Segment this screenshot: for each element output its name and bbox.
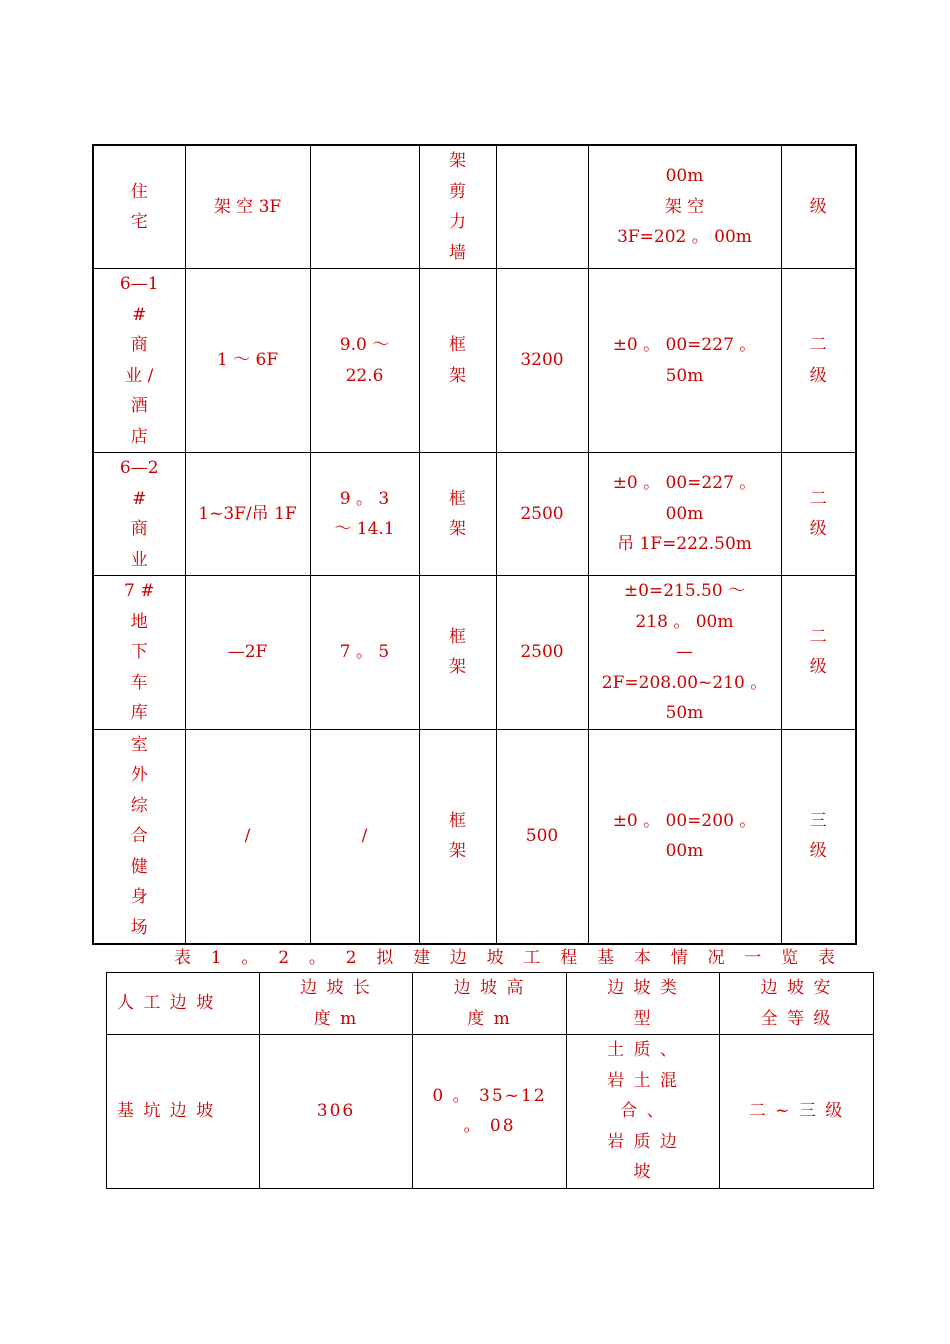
cell-grade: [781, 576, 856, 730]
cell-line: 22.6: [345, 365, 384, 386]
building-table-body: [93, 145, 856, 944]
cell-line: 级: [809, 365, 827, 386]
cell-line: 合: [130, 826, 148, 846]
cell-line: 框: [449, 488, 466, 509]
cell-line: 架: [449, 151, 466, 171]
cell-line: 2500: [520, 642, 564, 662]
cell-name: [93, 453, 185, 576]
cell-line: 00m: [665, 503, 704, 524]
cell-line: 全 等 级: [760, 1008, 833, 1029]
cell-line: 3200: [520, 350, 564, 371]
cell-line: 7 。 5: [339, 642, 390, 662]
cell-line: 酒: [130, 396, 148, 416]
cell-line: 00m: [665, 841, 704, 862]
cell-height: [310, 453, 419, 576]
cell-line: 边 坡 长: [300, 978, 372, 998]
cell-line: 3F=202 。 00m: [617, 227, 752, 248]
cell-line: 7 #: [124, 581, 155, 601]
cell-line: 人 工 边 坡: [117, 993, 216, 1014]
cell-height: [310, 269, 419, 453]
cell-structure: [419, 453, 496, 576]
table-row: [93, 576, 856, 730]
cell-grade: [781, 729, 856, 944]
cell-floors: [185, 729, 310, 944]
cell-name: [93, 729, 185, 944]
cell-line: 场: [130, 917, 148, 938]
cell-line: 型: [633, 1008, 653, 1029]
cell-grade: [781, 269, 856, 453]
cell-line: 地: [130, 611, 148, 632]
table-row: [107, 1035, 874, 1189]
cell-line: 商: [130, 519, 148, 539]
cell-line: 框: [449, 335, 466, 355]
cell-line: 6—2: [119, 458, 159, 478]
cell-line: 二 ~ 三 级: [748, 1101, 845, 1121]
cell-line: ～ 14.1: [334, 519, 395, 539]
cell-line: 级: [809, 657, 827, 678]
cell-line: 合 、: [620, 1101, 666, 1121]
cell-line: 9.0 ～: [339, 335, 390, 355]
cell-structure: [419, 269, 496, 453]
cell-line: 土 质 、: [607, 1040, 679, 1060]
cell-line: 三: [809, 810, 827, 831]
data-cell: [107, 1035, 260, 1189]
cell-line: 50m: [665, 365, 704, 386]
cell-line: 架: [449, 841, 466, 862]
data-cell: [413, 1035, 567, 1189]
cell-height: [310, 576, 419, 730]
cell-area: [496, 576, 588, 730]
header-cell: [567, 973, 720, 1035]
cell-line: ±0 。 00=227 。: [612, 335, 757, 355]
cell-line: 度 m: [467, 1008, 512, 1029]
table-row: [93, 145, 856, 269]
cell-line: 力: [449, 212, 466, 232]
cell-line: 306: [316, 1101, 356, 1121]
cell-line: —: [676, 642, 693, 662]
cell-line: 室: [130, 734, 148, 755]
cell-elevation: [588, 453, 781, 576]
cell-line: 边 坡 高: [453, 978, 526, 998]
cell-line: 剪: [449, 181, 466, 202]
cell-line: 级: [809, 196, 827, 217]
cell-height: [310, 729, 419, 944]
slope-table-body: [107, 973, 874, 1189]
cell-line: 二: [809, 335, 827, 355]
cell-grade: [781, 453, 856, 576]
cell-line: 住: [130, 181, 148, 202]
cell-elevation: [588, 145, 781, 269]
cell-structure: [419, 145, 496, 269]
table-caption: 表 1 。 2 。 2 拟 建 边 坡 工 程 基 本 情 况 一 览 表: [174, 948, 843, 968]
cell-area: [496, 145, 588, 269]
building-table: [92, 144, 857, 945]
cell-line: ±0 。 00=227 。: [612, 473, 757, 494]
cell-elevation: [588, 576, 781, 730]
cell-line: 架: [449, 657, 466, 678]
header-cell: [413, 973, 567, 1035]
cell-line: 00m: [665, 166, 704, 187]
data-cell: [260, 1035, 413, 1189]
cell-line: 500: [525, 826, 559, 846]
data-cell: [567, 1035, 720, 1189]
header-cell: [107, 973, 260, 1035]
cell-line: 9 。 3: [339, 488, 390, 509]
cell-line: 二: [809, 488, 827, 509]
cell-line: 6—1: [119, 274, 159, 294]
cell-line: #: [132, 304, 147, 325]
cell-line: ±0 。 00=200 。: [612, 810, 757, 831]
cell-floors: [185, 145, 310, 269]
cell-name: [93, 269, 185, 453]
cell-line: 外: [130, 765, 148, 785]
slope-table: [106, 972, 874, 1189]
data-cell: [720, 1035, 874, 1189]
cell-floors: [185, 576, 310, 730]
cell-line: 业 /: [125, 365, 154, 386]
cell-line: 岩 土 混: [607, 1070, 679, 1091]
cell-line: 二: [809, 626, 827, 647]
cell-line: 级: [809, 841, 827, 862]
cell-area: [496, 269, 588, 453]
cell-line: 度 m: [313, 1008, 359, 1029]
cell-line: 坡: [633, 1162, 653, 1182]
cell-line: 218 。 00m: [635, 611, 734, 632]
cell-line: 2500: [520, 503, 564, 524]
cell-line: 基 坑 边 坡: [117, 1101, 216, 1121]
cell-line: 边 坡 类: [607, 978, 679, 998]
table-row: [93, 269, 856, 453]
cell-line: 岩 质 边: [607, 1131, 679, 1152]
cell-line: 框: [449, 810, 466, 831]
cell-elevation: [588, 729, 781, 944]
cell-floors: [185, 453, 310, 576]
cell-area: [496, 729, 588, 944]
cell-line: 框: [449, 626, 466, 647]
cell-line: 墙: [449, 242, 466, 263]
cell-line: #: [132, 488, 147, 509]
cell-line: 2F=208.00~210 。: [601, 672, 768, 693]
cell-structure: [419, 576, 496, 730]
cell-line: 吊 1F=222.50m: [617, 534, 752, 555]
cell-elevation: [588, 269, 781, 453]
cell-line: ±0=215.50 ～: [623, 581, 746, 601]
cell-name: [93, 145, 185, 269]
cell-line: 边 坡 安: [760, 978, 833, 998]
cell-line: 业: [130, 549, 148, 570]
cell-line: 级: [809, 519, 827, 539]
cell-height: [310, 145, 419, 269]
cell-line: 商: [130, 335, 148, 355]
table-row: [93, 453, 856, 576]
cell-line: 健: [130, 856, 148, 877]
cell-line: 宅: [130, 212, 148, 232]
cell-line: 身: [130, 887, 148, 907]
cell-line: 架 空 3F: [213, 196, 282, 217]
cell-grade: [781, 145, 856, 269]
cell-line: 架: [449, 365, 466, 386]
cell-name: [93, 576, 185, 730]
cell-line: 综: [130, 795, 148, 816]
table-row: [93, 729, 856, 944]
cell-line: 车: [130, 672, 148, 693]
cell-line: 50m: [665, 703, 704, 723]
cell-line: 架 空: [664, 196, 705, 217]
cell-line: /: [361, 826, 368, 846]
cell-line: 1~3F/吊 1F: [198, 503, 297, 524]
header-cell: [720, 973, 874, 1035]
cell-line: 下: [130, 642, 148, 662]
cell-structure: [419, 729, 496, 944]
cell-line: 。 08: [463, 1116, 516, 1137]
cell-line: 架: [449, 519, 466, 539]
cell-line: /: [244, 826, 251, 846]
cell-line: 店: [130, 426, 148, 447]
cell-line: 库: [130, 703, 148, 723]
header-cell: [260, 973, 413, 1035]
cell-floors: [185, 269, 310, 453]
header-row: [107, 973, 874, 1035]
cell-line: —2F: [227, 642, 268, 662]
cell-line: 1 ～ 6F: [216, 350, 279, 371]
cell-area: [496, 453, 588, 576]
cell-line: 0 。 35~12: [432, 1085, 547, 1106]
